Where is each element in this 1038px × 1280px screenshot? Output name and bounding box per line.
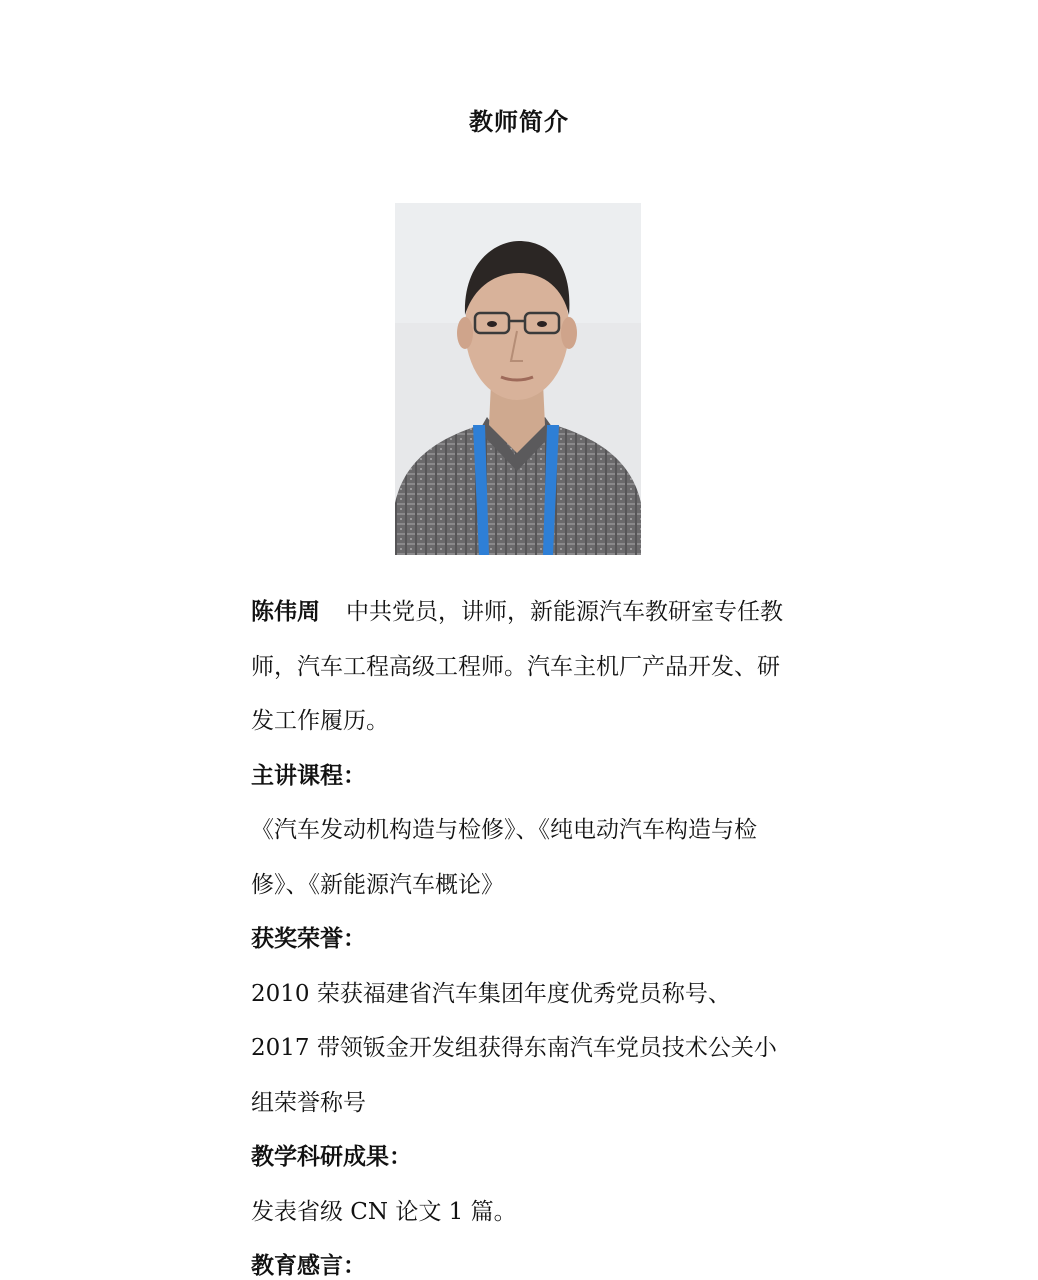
page-title: 教师简介 (469, 107, 569, 136)
teacher-photo (395, 203, 641, 555)
intro-text: 中共党员，讲师，新能源汽车教研室专任教师，汽车工程高级工程师。汽车主机厂产品开发、研发工作履历。 (251, 599, 783, 734)
profile-intro (251, 585, 791, 749)
courses-heading: 主讲课程： (251, 761, 366, 789)
awards-line-2: 2017 带领钣金开发组获得东南汽车党员技术公关小组荣誉称号 (251, 1035, 777, 1116)
research-heading: 教学科研成果： (251, 1143, 412, 1170)
awards-heading: 获奖荣誉： (251, 925, 366, 952)
portrait-icon (395, 203, 641, 555)
motto-heading: 教育感言： (251, 1252, 366, 1279)
courses-text: 《汽车发动机构造与检修》、《纯电动汽车构造与检修》、《新能源汽车概论》 (251, 817, 757, 898)
research-text: 发表省级 CN 论文 1 篇。 (251, 1198, 517, 1225)
awards-line-1: 2010 荣获福建省汽车集团年度优秀党员称号、 (251, 980, 731, 1007)
teacher-name: 陈伟周 (251, 598, 320, 625)
profile-content (251, 585, 791, 1280)
